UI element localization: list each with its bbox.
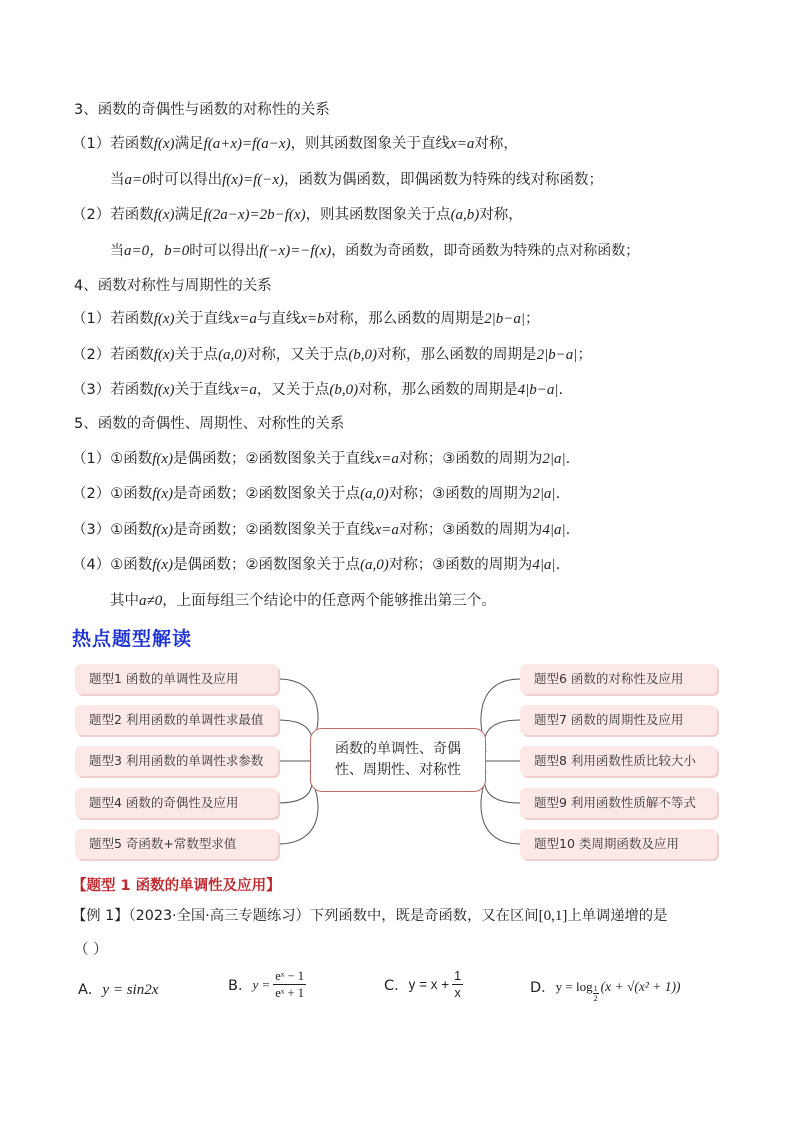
formula: y = (252, 976, 271, 992)
text: 时可以得出 (189, 243, 260, 259)
formula: f(2a−x)=2b−f(x) (203, 207, 306, 223)
text: 若函数 (110, 207, 154, 223)
base-denominator: 2 (593, 994, 598, 1003)
formula: f(x) (153, 311, 175, 327)
text: ，函数为奇函数，即奇函数为特殊的点对称函数； (331, 243, 640, 259)
option-label: B． (228, 978, 253, 994)
mindmap-type-10[interactable]: 题型10 类周期函数及应用 (520, 829, 717, 859)
formula: x=a (374, 522, 399, 538)
text: . (565, 522, 571, 538)
mindmap-type-5[interactable]: 题型5 奇函数+常数型求值 (75, 829, 278, 859)
formula: x=a (232, 382, 257, 398)
formula: y = sin2x (102, 982, 159, 998)
formula: 4|a| (542, 522, 566, 538)
connector-line (485, 720, 520, 752)
text: 关于直线 (174, 382, 233, 398)
option-d[interactable] (530, 970, 681, 1003)
text: ①函数 (110, 522, 153, 538)
log-base (593, 984, 599, 1003)
formula: f(x) (153, 382, 175, 398)
mindmap-type-7[interactable]: 题型7 函数的周期性及应用 (520, 705, 717, 735)
formula: a≠0 (139, 593, 163, 609)
text: 若函数 (110, 347, 154, 363)
base-numerator: 1 (593, 984, 598, 993)
text: 若函数 (110, 136, 154, 152)
text: 对称；③函数的周期为 (388, 486, 533, 502)
formula: f(a+x)=f(a−x) (203, 136, 291, 152)
text: ； (525, 311, 540, 327)
formula: f(x) (152, 522, 174, 538)
mindmap-center (310, 728, 486, 792)
formula: 2|a| (532, 486, 556, 502)
text: 若函数 (110, 311, 154, 327)
answer-blank: （ ） (74, 942, 108, 958)
text: 对称， (474, 136, 518, 152)
text: ； (577, 347, 592, 363)
denominator: eˣ + 1 (275, 986, 304, 1000)
text: ，又关于点 (256, 382, 330, 398)
mindmap-type-9[interactable]: 题型9 利用函数性质解不等式 (520, 788, 717, 818)
formula: x=a (450, 136, 475, 152)
connector-line (278, 772, 312, 803)
formula: [0,1] (538, 908, 568, 924)
formula: f(x) (153, 207, 175, 223)
denominator: x (454, 986, 461, 1000)
formula: (b,0) (348, 347, 378, 363)
text: 对称，那么函数的周期是 (324, 311, 485, 327)
formula: f(x) (152, 486, 174, 502)
connector-line (485, 772, 520, 803)
text: 若函数 (110, 382, 154, 398)
text: 对称，那么函数的周期是 (358, 382, 518, 398)
text: ①函数 (110, 486, 153, 502)
item-number: （2） (72, 207, 111, 223)
formula: x=b (300, 311, 325, 327)
formula: y = x + (408, 977, 450, 992)
text: 当 (110, 172, 125, 188)
text: 与直线 (256, 311, 301, 327)
text: ①函数 (110, 557, 153, 573)
formula: f(x) (152, 557, 174, 573)
mindmap-type-8[interactable]: 题型8 利用函数性质比较大小 (520, 746, 717, 776)
text: 是奇函数；②函数图象关于点 (173, 486, 361, 502)
formula: (a,b) (450, 207, 480, 223)
item-number: （3） (72, 522, 111, 538)
formula: x=a (374, 451, 399, 467)
text: 关于点 (174, 347, 219, 363)
fraction (273, 968, 306, 1001)
text: 其中 (110, 593, 139, 609)
text: . (565, 451, 571, 467)
option-label: A． (78, 982, 103, 998)
text: . (558, 382, 564, 398)
text: ，上面每组三个结论中的任意两个能够推出第三个。 (162, 593, 496, 609)
text: . (555, 557, 561, 573)
mindmap-type-3[interactable]: 题型3 利用函数的单调性求参数 (75, 746, 278, 776)
center-line-2: 性、周期性、对称性 (335, 762, 461, 778)
text: 满足 (174, 136, 204, 152)
item-number: （1） (72, 451, 111, 467)
text: 满足 (174, 207, 204, 223)
formula: f(x) (153, 347, 175, 363)
formula: 4|b−a| (517, 382, 559, 398)
formula: f(x) (153, 136, 175, 152)
formula: f(−x)=−f(x) (259, 243, 332, 259)
connector-line (278, 780, 318, 844)
text: 对称；③函数的周期为 (398, 451, 543, 467)
formula: 2|a| (542, 451, 566, 467)
section5-title: 5、函数的奇偶性、周期性、对称性的关系 (74, 416, 345, 432)
item-number: （3） (72, 382, 111, 398)
text: ，则其函数图象关于点 (305, 207, 451, 223)
formula: 2|b−a| (536, 347, 578, 363)
formula: (a,0) (218, 347, 247, 363)
formula: a=0，b=0 (124, 243, 190, 259)
item-number: （1） (72, 136, 111, 152)
item-number: （2） (72, 486, 111, 502)
text: 对称，那么函数的周期是 (377, 347, 537, 363)
text: 对称；③函数的周期为 (388, 557, 533, 573)
formula: (x + √(x² + 1)) (600, 978, 681, 994)
formula: (a,0) (360, 486, 389, 502)
formula: f(x) (152, 451, 174, 467)
text: 上单调递增的是 (567, 908, 668, 924)
formula: (b,0) (329, 382, 359, 398)
text: 对称， (479, 207, 523, 223)
mindmap-type-6[interactable]: 题型6 函数的对称性及应用 (520, 664, 717, 694)
section3-title: 3、函数的奇偶性与函数的对称性的关系 (74, 102, 330, 118)
text: 时可以得出 (149, 172, 223, 188)
example1-question (72, 906, 667, 926)
formula: 4|a| (532, 557, 556, 573)
option-label: D． (530, 980, 556, 996)
formula: x=a (232, 311, 257, 327)
text: 当 (110, 243, 124, 259)
formula: y = log (555, 978, 593, 994)
item-number: （2） (72, 347, 111, 363)
option-b[interactable] (228, 968, 306, 1001)
hot-section-title: 热点题型解读 (72, 628, 193, 650)
section4-title: 4、函数对称性与周期性的关系 (74, 278, 272, 294)
mindmap-type-4[interactable]: 题型4 函数的奇偶性及应用 (75, 788, 278, 818)
formula: a=0 (124, 172, 150, 188)
text: 关于直线 (174, 311, 233, 327)
formula: 2|b−a| (484, 311, 525, 327)
mindmap-type-1[interactable]: 题型1 函数的单调性及应用 (75, 664, 278, 694)
option-label: C． (384, 978, 409, 994)
text: 对称；③函数的周期为 (398, 522, 543, 538)
numerator: eˣ − 1 (275, 969, 304, 983)
numerator: 1 (454, 969, 462, 983)
text: 对称，又关于点 (246, 347, 349, 363)
item-number: （1） (72, 311, 111, 327)
option-c[interactable] (384, 968, 463, 1001)
text: 是偶函数；②函数图象关于点 (173, 557, 361, 573)
mindmap-type-2[interactable]: 题型2 利用函数的单调性求最值 (75, 705, 278, 735)
text: . (555, 486, 561, 502)
text: ，函数为偶函数，即偶函数为特殊的线对称函数； (284, 172, 603, 188)
text: ，则其函数图象关于直线 (290, 136, 451, 152)
text: 是偶函数；②函数图象关于直线 (173, 451, 375, 467)
text: ①函数 (110, 451, 153, 467)
option-a[interactable] (78, 980, 158, 1000)
text: 【例 1】（2023·全国·高三专题练习）下列函数中，既是奇函数，又在区间 (72, 908, 539, 924)
connector-line (481, 679, 520, 745)
item-number: （4） (72, 557, 111, 573)
center-line-1: 函数的单调性、奇偶 (335, 741, 461, 757)
type1-heading: 【题型 1 函数的单调性及应用】 (72, 878, 281, 894)
text: 是奇函数；②函数图象关于直线 (173, 522, 375, 538)
formula: (a,0) (360, 557, 389, 573)
connector-line (278, 720, 312, 752)
fraction (452, 968, 463, 1001)
formula: f(x)=f(−x) (222, 172, 284, 188)
